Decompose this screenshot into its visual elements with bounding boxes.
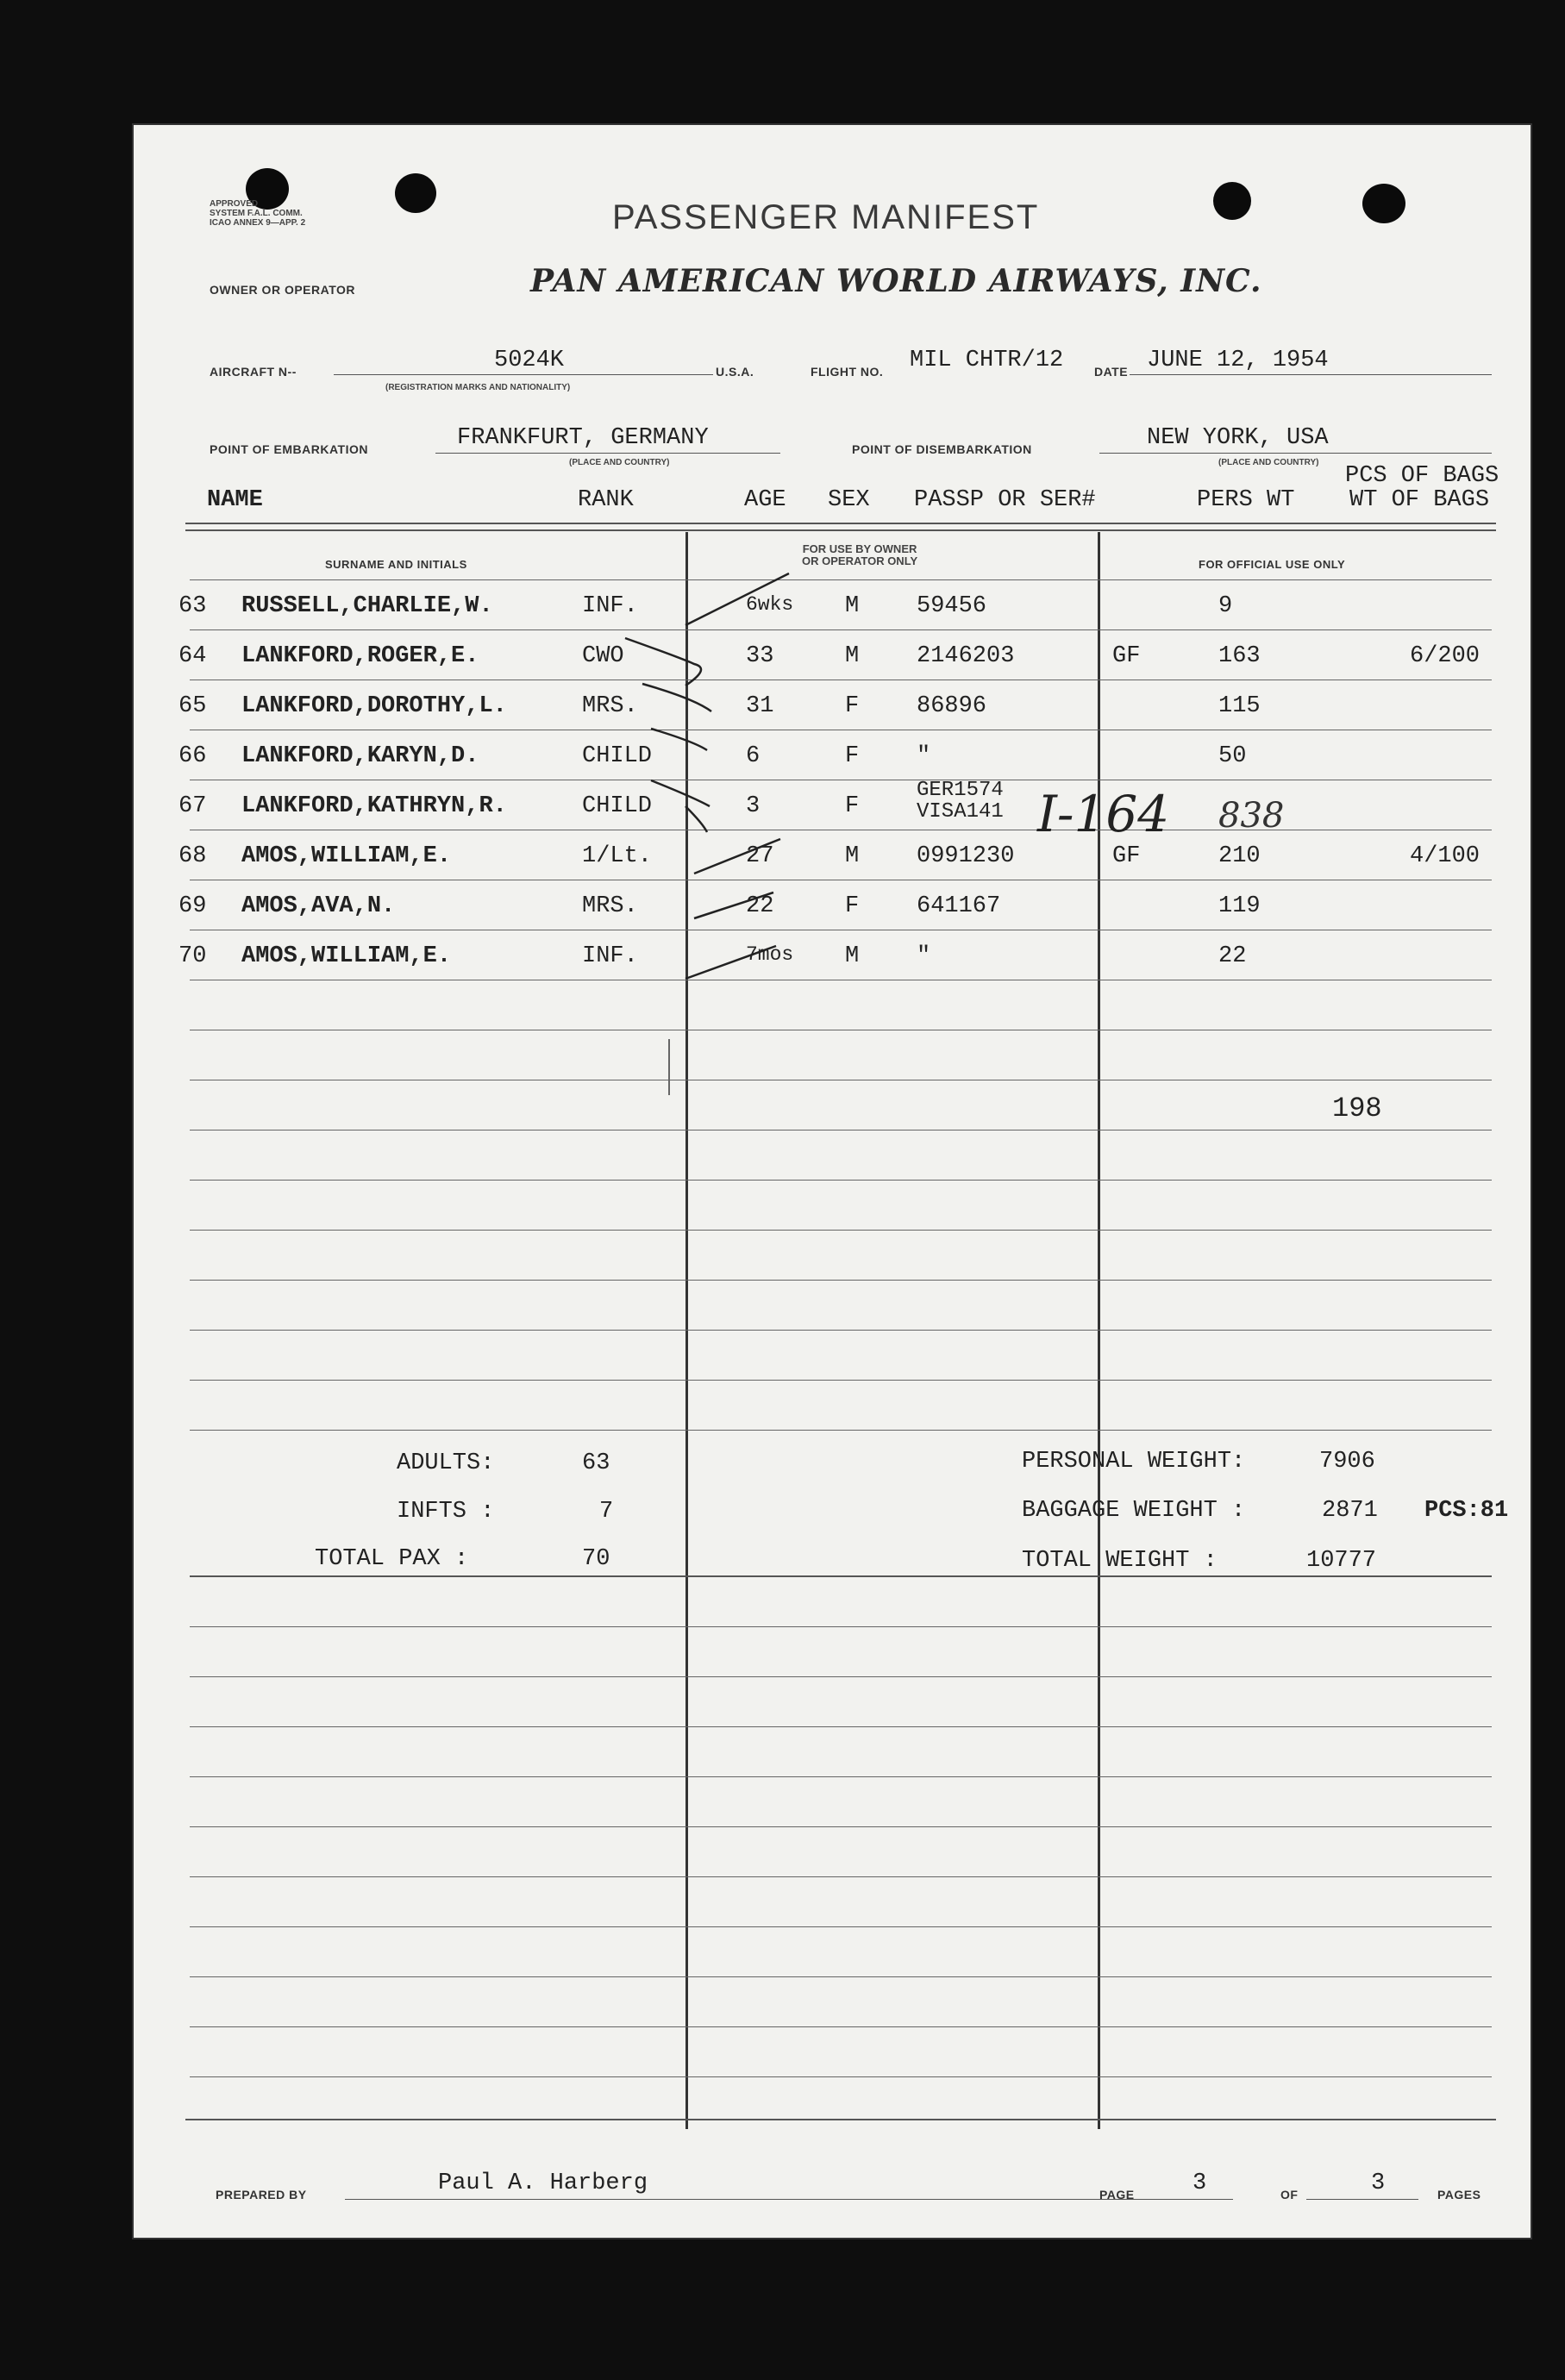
passenger-name: AMOS,AVA,N. bbox=[241, 893, 396, 919]
baggage-weight-label: BAGGAGE WEIGHT : bbox=[1022, 1498, 1246, 1524]
passenger-name: AMOS,WILLIAM,E. bbox=[241, 843, 452, 869]
passenger-name: LANKFORD,DOROTHY,L. bbox=[241, 693, 507, 719]
passenger-sex: M bbox=[845, 593, 860, 619]
embark-note: (PLACE AND COUNTRY) bbox=[569, 458, 670, 467]
handwritten-number: 838 bbox=[1218, 796, 1285, 836]
passenger-age: 7mos bbox=[746, 943, 794, 966]
adults-value: 63 bbox=[582, 1450, 610, 1476]
col-age: AGE bbox=[744, 487, 786, 513]
total-weight-value: 10777 bbox=[1306, 1548, 1377, 1574]
page-title: PASSENGER MANIFEST bbox=[612, 198, 1040, 236]
pages-label: PAGES bbox=[1437, 2188, 1481, 2202]
total-pax-label: TOTAL PAX : bbox=[315, 1546, 469, 1572]
passenger-sex: M bbox=[845, 943, 860, 969]
passenger-sex: M bbox=[845, 643, 860, 669]
col-surname: SURNAME AND INITIALS bbox=[325, 558, 467, 571]
check-stroke bbox=[642, 684, 711, 711]
row-number: 64 bbox=[178, 643, 207, 669]
passenger-passport: 86896 bbox=[917, 693, 987, 719]
passenger-bags: 4/100 bbox=[1410, 843, 1480, 869]
passenger-name: LANKFORD,KATHRYN,R. bbox=[241, 793, 507, 819]
flight-label: FLIGHT NO. bbox=[811, 365, 884, 379]
passenger-passport: 2146203 bbox=[917, 643, 1015, 669]
aircraft-value: 5024K bbox=[494, 348, 565, 373]
check-stroke bbox=[685, 946, 776, 979]
check-stroke bbox=[651, 780, 710, 806]
approval-line: SYSTEM F.A.L. COMM. bbox=[210, 209, 303, 218]
passenger-sex: M bbox=[845, 843, 860, 869]
passenger-rank: INF. bbox=[582, 943, 638, 969]
passenger-passport: " bbox=[917, 943, 931, 969]
passenger-passport: 641167 bbox=[917, 893, 1001, 919]
passenger-pers-wt: 115 bbox=[1218, 693, 1261, 719]
flight-value: MIL CHTR/12 bbox=[910, 348, 1064, 373]
passenger-rank: CWO bbox=[582, 643, 624, 669]
handwritten-checkmarks bbox=[134, 125, 1531, 2238]
nationality: U.S.A. bbox=[716, 365, 754, 379]
check-stroke bbox=[685, 573, 789, 625]
personal-weight-label: PERSONAL WEIGHT: bbox=[1022, 1449, 1246, 1475]
passenger-rank: CHILD bbox=[582, 793, 653, 819]
owner-label: OWNER OR OPERATOR bbox=[210, 283, 355, 297]
passenger-visa: VISA141 bbox=[917, 800, 1004, 824]
footer-rule bbox=[185, 2119, 1496, 2120]
passenger-sex: F bbox=[845, 693, 860, 719]
baggage-weight-value: 2871 bbox=[1322, 1498, 1378, 1524]
row-number: 65 bbox=[178, 693, 207, 719]
aircraft-note: (REGISTRATION MARKS AND NATIONALITY) bbox=[385, 383, 571, 392]
subtotal: 198 bbox=[1332, 1093, 1382, 1124]
passenger-code: GF bbox=[1112, 643, 1141, 669]
prepared-value: Paul A. Harberg bbox=[438, 2170, 648, 2196]
owner-value: PAN AMERICAN WORLD AIRWAYS, INC. bbox=[530, 263, 1262, 299]
disembark-note: (PLACE AND COUNTRY) bbox=[1218, 458, 1319, 467]
passenger-age: 22 bbox=[746, 893, 774, 919]
passenger-rank: CHILD bbox=[582, 743, 653, 769]
total-pax-value: 70 bbox=[582, 1546, 610, 1572]
row-number: 63 bbox=[178, 593, 207, 619]
col-passp: PASSP OR SER# bbox=[914, 487, 1096, 513]
page-value: 3 bbox=[1193, 2170, 1207, 2196]
passenger-age: 3 bbox=[746, 793, 761, 819]
passenger-pers-wt: 210 bbox=[1218, 843, 1261, 869]
owner-use-line: FOR USE BY OWNER bbox=[802, 542, 917, 555]
personal-weight-value: 7906 bbox=[1319, 1449, 1375, 1475]
col-rank: RANK bbox=[578, 487, 634, 513]
passenger-pers-wt: 22 bbox=[1218, 943, 1247, 969]
of-value: 3 bbox=[1371, 2170, 1386, 2196]
page-label: PAGE bbox=[1099, 2188, 1135, 2202]
passenger-pers-wt: 119 bbox=[1218, 893, 1261, 919]
row-number: 69 bbox=[178, 893, 207, 919]
pcs-total: PCS:81 bbox=[1424, 1498, 1509, 1524]
date-label: DATE bbox=[1094, 365, 1129, 379]
of-underline bbox=[1306, 2199, 1418, 2200]
passenger-name: RUSSELL,CHARLIE,W. bbox=[241, 593, 493, 619]
check-stroke bbox=[694, 839, 780, 874]
passenger-rank: MRS. bbox=[582, 893, 638, 919]
passenger-rank: INF. bbox=[582, 593, 638, 619]
check-stroke bbox=[625, 638, 701, 686]
col-sex: SEX bbox=[828, 487, 870, 513]
check-stroke bbox=[694, 892, 773, 918]
passenger-age: 6wks bbox=[746, 593, 794, 616]
passenger-age: 33 bbox=[746, 643, 774, 669]
disembark-value: NEW YORK, USA bbox=[1147, 425, 1329, 451]
passenger-age: 27 bbox=[746, 843, 774, 869]
passenger-rank: 1/Lt. bbox=[582, 843, 653, 869]
adults-label: ADULTS: bbox=[397, 1450, 495, 1476]
check-stroke bbox=[651, 729, 707, 750]
passenger-passport: " bbox=[917, 743, 931, 769]
check-stroke bbox=[685, 806, 707, 832]
disembark-label: POINT OF DISEMBARKATION bbox=[852, 442, 1032, 456]
row-number: 70 bbox=[178, 943, 207, 969]
passenger-age: 6 bbox=[746, 743, 761, 769]
col-pers-wt: PERS WT bbox=[1197, 487, 1295, 513]
passenger-name: AMOS,WILLIAM,E. bbox=[241, 943, 452, 969]
embark-label: POINT OF EMBARKATION bbox=[210, 442, 368, 456]
passenger-passport: 59456 bbox=[917, 593, 987, 619]
of-label: OF bbox=[1280, 2188, 1299, 2202]
passenger-sex: F bbox=[845, 893, 860, 919]
infants-value: 7 bbox=[599, 1499, 614, 1525]
passenger-pers-wt: 50 bbox=[1218, 743, 1247, 769]
passenger-name: LANKFORD,ROGER,E. bbox=[241, 643, 479, 669]
passenger-bags: 6/200 bbox=[1410, 643, 1480, 669]
passenger-sex: F bbox=[845, 793, 860, 819]
passenger-passport: GER1574 bbox=[917, 779, 1004, 802]
passenger-pers-wt: 9 bbox=[1218, 593, 1233, 619]
passenger-pers-wt: 163 bbox=[1218, 643, 1261, 669]
passenger-sex: F bbox=[845, 743, 860, 769]
owner-use-line: OR OPERATOR ONLY bbox=[802, 554, 918, 567]
passenger-age: 31 bbox=[746, 693, 774, 719]
infants-label: INFTS : bbox=[397, 1499, 495, 1525]
approval-line: ICAO ANNEX 9—APP. 2 bbox=[210, 218, 306, 228]
total-weight-label: TOTAL WEIGHT : bbox=[1022, 1548, 1218, 1574]
row-number: 66 bbox=[178, 743, 207, 769]
embark-value: FRANKFURT, GERMANY bbox=[457, 425, 709, 451]
passenger-name: LANKFORD,KARYN,D. bbox=[241, 743, 479, 769]
manifest-page bbox=[134, 125, 1531, 2238]
handwritten-id: I-164 bbox=[1037, 785, 1170, 843]
approval-line: APPROVED bbox=[210, 199, 259, 209]
col-name: NAME bbox=[207, 487, 263, 513]
passenger-rank: MRS. bbox=[582, 693, 638, 719]
passenger-code: GF bbox=[1112, 843, 1141, 869]
date-value: JUNE 12, 1954 bbox=[1147, 348, 1329, 373]
row-number: 68 bbox=[178, 843, 207, 869]
col-pcs-bags: PCS OF BAGS bbox=[1345, 463, 1499, 489]
passenger-passport: 0991230 bbox=[917, 843, 1015, 869]
col-wt-bags: WT OF BAGS bbox=[1349, 487, 1490, 513]
prepared-label: PREPARED BY bbox=[216, 2188, 307, 2202]
col-official-use: FOR OFFICIAL USE ONLY bbox=[1199, 558, 1346, 571]
row-number: 67 bbox=[178, 793, 207, 819]
aircraft-label: AIRCRAFT N-- bbox=[210, 365, 297, 379]
